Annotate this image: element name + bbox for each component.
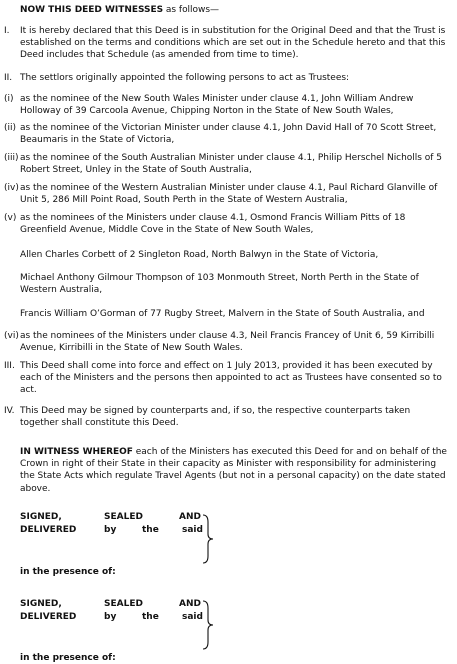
item-vi-text: as the nominees of the Ministers under clause 4.3, Neil Francis Francey of Unit 6, 59 Kirribilli Avenue, Kirribilli in the State of New South Wales. [20,331,435,354]
sig2-and: AND [179,599,201,609]
sig1-by: by [104,525,117,535]
item-ii-text: as the nominee of the Victorian Minister under clause 4.1, John David Hall of 70 Scott Street, Beaumaris in the State of Victoria, [20,123,437,146]
clause-i-number: I. [4,26,10,36]
witness-paragraph [20,446,448,495]
clause-ii-number: II. [4,73,13,83]
item-i-text: as the nominee of the New South Wales Minister under clause 4.1, John William Andrew Holloway of 39 Carcoola Avenue, Chipping Norton in the State of New South Wales, [20,94,414,117]
item-iii-number: (iii) [4,153,19,163]
sig1-presence: in the presence of: [20,567,116,577]
sig2-brace [201,600,215,650]
sub-person-ogorman: Francis William O’Gorman of 77 Rugby Street, Malvern in the State of South Australia, and [20,309,425,319]
clause-iv-number: IV. [4,406,15,416]
item-vi-number: (vi) [4,331,19,341]
sig1-delivered: DELIVERED [20,525,77,535]
sub-person-corbett: Allen Charles Corbett of 2 Singleton Road, North Balwyn in the State of Victoria, [20,250,379,260]
sig1-signed: SIGNED, [20,512,62,522]
sig2-the: the [142,612,159,622]
clause-iii-number: III. [4,361,15,371]
sig1-sealed: SEALED [104,512,143,522]
witness-bold: IN WITNESS WHEREOF [20,447,133,457]
item-i-number: (i) [4,94,14,104]
sig1-and: AND [179,512,201,522]
sig2-by: by [104,612,117,622]
sig1-said: said [182,525,203,535]
item-v-text: as the nominees of the Ministers under clause 4.1, Osmond Francis William Pitts of 18 Greenfield Avenue, Middle Cove in the State of New South Wales, [20,213,406,236]
sig2-delivered: DELIVERED [20,612,77,622]
sig2-presence: in the presence of: [20,653,116,663]
item-iv-text: as the nominee of the Western Australian Minister under clause 4.1, Paul Richard Glanville of Unit 5, 286 Mill Point Road, South Perth in the State of Western Australia, [20,183,438,206]
sig1-the: the [142,525,159,535]
sig2-signed: SIGNED, [20,599,62,609]
sig1-brace [201,514,215,564]
clause-ii-text: The settlors originally appointed the following persons to act as Trustees: [20,73,350,83]
item-v-number: (v) [4,213,17,223]
heading-rest: as follows— [163,5,219,15]
clause-iii-text: This Deed shall come into force and effect on 1 July 2013, provided it has been executed by each of the Ministers and the persons then appointed to act as Trustees have consented so to act. [20,361,442,396]
deed-heading [20,4,450,16]
item-iv-number: (iv) [4,183,19,193]
item-iii-text: as the nominee of the South Australian Minister under clause 4.1, Philip Herschel Nicholls of 5 Robert Street, Unley in the State of South Australia, [20,153,442,176]
sub-person-thompson: Michael Anthony Gilmour Thompson of 103 Monmouth Street, North Perth in the State of Western Australia, [20,273,419,296]
witness-rest: each of the Ministers has executed this Deed for and on behalf of the Crown in right of their State in their capacity as Minister with responsibility for administering the State Acts which regulate Travel Agents (but not in a personal capacity) on the date stated above. [20,447,447,494]
item-ii-number: (ii) [4,123,17,133]
heading-bold: NOW THIS DEED WITNESSES [20,5,164,15]
sig2-sealed: SEALED [104,599,143,609]
clause-iv-text: This Deed may be signed by counterparts and, if so, the respective counterparts taken together shall constitute this Deed. [20,406,411,429]
sig2-said: said [182,612,203,622]
clause-i-text: It is hereby declared that this Deed is in substitution for the Original Deed and that the Trust is established on the terms and conditions which are set out in the Schedule hereto and that this Deed includes that Schedule (as amended from time to time). [20,26,446,61]
